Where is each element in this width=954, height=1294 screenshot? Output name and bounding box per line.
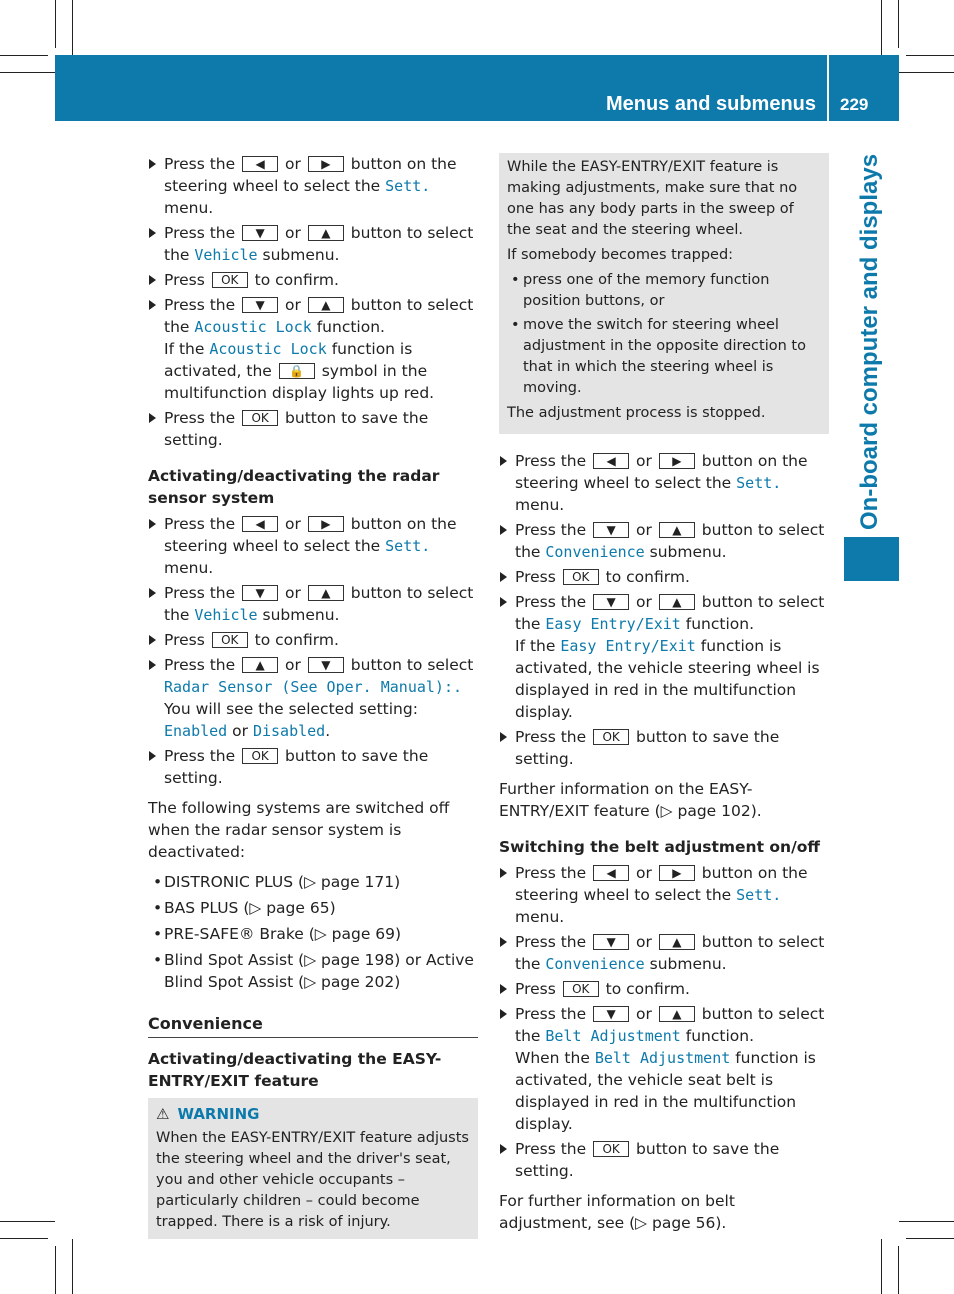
right-arrow-key-icon: ▶: [659, 453, 695, 469]
ok-key-icon: OK: [242, 748, 278, 764]
subsection-heading: Activating/deactivating the EASY-ENTRY/EXIT feature: [148, 1050, 442, 1090]
function-name: Easy Entry/Exit: [545, 615, 681, 633]
step: Press the OK button to save the setting.: [148, 745, 478, 789]
step: Press the ◀ or ▶ button on the steering wheel to select the Sett. menu.: [499, 450, 829, 516]
left-column: [148, 153, 478, 1239]
crop-mark: [899, 72, 954, 73]
down-arrow-key-icon: ▼: [242, 297, 278, 313]
up-arrow-key-icon: ▲: [242, 657, 278, 673]
page-title: Menus and submenus: [605, 93, 816, 115]
paragraph: Further information on the EASY-ENTRY/EXIT feature (▷ page 102).: [499, 780, 762, 820]
down-arrow-key-icon: ▼: [593, 934, 629, 950]
up-arrow-key-icon: ▲: [659, 522, 695, 538]
ok-key-icon: OK: [593, 1141, 629, 1157]
step: Press OK to confirm.: [148, 629, 478, 651]
down-arrow-key-icon: ▼: [308, 657, 344, 673]
crop-mark: [881, 1239, 882, 1294]
crop-mark: [72, 0, 73, 55]
step: Press the ▼ or ▲ button to select the Vehicle submenu.: [148, 222, 478, 266]
info-text: While the EASY-ENTRY/EXIT feature is making adjustments, make sure that no one has any body parts in the sweep of the seat and the steering wheel.: [507, 159, 798, 238]
menu-name: Sett.: [385, 537, 431, 555]
header-separator: [827, 55, 829, 121]
ok-key-icon: OK: [563, 981, 599, 997]
function-name: Belt Adjustment: [594, 1049, 731, 1067]
function-name: Belt Adjustment: [545, 1027, 681, 1045]
crop-mark: [55, 1246, 56, 1294]
up-arrow-key-icon: ▲: [308, 585, 344, 601]
paragraph: For further information on belt adjustment, see (▷ page 56).: [499, 1192, 735, 1232]
crop-mark: [881, 0, 882, 55]
crop-mark: [0, 1221, 55, 1222]
crop-mark: [0, 1238, 48, 1239]
step: Press the ▼ or ▲ button to select the Convenience submenu.: [499, 931, 829, 975]
paragraph: The following systems are switched off when the radar sensor system is deactivated:: [148, 799, 450, 861]
step: Press the ▲ or ▼ button to select Radar Sensor (See Oper. Manual):. You will see the selected setting: Enabled or Disabled.: [148, 654, 478, 742]
down-arrow-key-icon: ▼: [593, 594, 629, 610]
menu-name: Convenience: [545, 955, 645, 973]
step: Press the OK button to save the setting.: [499, 1138, 829, 1182]
up-arrow-key-icon: ▲: [659, 1006, 695, 1022]
warning-title: WARNING: [177, 1105, 260, 1123]
menu-name: Vehicle: [194, 606, 258, 624]
lock-icon: 🔒: [279, 363, 315, 379]
menu-name: Vehicle: [194, 246, 258, 264]
ok-key-icon: OK: [212, 272, 248, 288]
warning-triangle-icon: ⚠: [156, 1105, 170, 1123]
chapter-tab-label: On-board computer and displays: [856, 153, 883, 530]
page-number: 229: [840, 95, 869, 114]
crop-mark: [0, 55, 48, 56]
right-arrow-key-icon: ▶: [308, 516, 344, 532]
section-heading: Convenience: [148, 1013, 478, 1038]
list-item: • press one of the memory function position buttons, or: [507, 270, 821, 312]
crop-mark: [906, 1238, 954, 1239]
crop-mark: [72, 1239, 73, 1294]
down-arrow-key-icon: ▼: [593, 1006, 629, 1022]
list-item: • move the switch for steering wheel adjustment in the opposite direction to that in which the steering wheel is moving.: [507, 315, 821, 399]
up-arrow-key-icon: ▲: [659, 594, 695, 610]
step: Press the ▼ or ▲ button to select the Vehicle submenu.: [148, 582, 478, 626]
chapter-tab-marker: [844, 537, 899, 581]
step: Press OK to confirm.: [499, 978, 829, 1000]
right-column: [499, 153, 829, 1242]
step: Press the ▼ or ▲ button to select the Acoustic Lock function. If the Acoustic Lock function is activated, the 🔒 symbol in the multifunction display lights up red.: [148, 294, 478, 404]
info-text: If somebody becomes trapped:: [507, 247, 734, 263]
step: Press the ◀ or ▶ button on the steering wheel to select the Sett. menu.: [148, 153, 478, 219]
warning-box: [148, 1098, 478, 1239]
down-arrow-key-icon: ▼: [242, 585, 278, 601]
left-arrow-key-icon: ◀: [593, 453, 629, 469]
list-item: • BAS PLUS (▷ page 65): [148, 897, 478, 919]
setting-value: Enabled: [164, 722, 228, 740]
menu-name: Sett.: [385, 177, 431, 195]
function-name: Radar Sensor (See Oper. Manual):.: [164, 678, 463, 696]
function-name: Easy Entry/Exit: [560, 637, 696, 655]
down-arrow-key-icon: ▼: [242, 225, 278, 241]
ok-key-icon: OK: [593, 729, 629, 745]
menu-name: Convenience: [545, 543, 645, 561]
step: Press the ▼ or ▲ button to select the Belt Adjustment function. When the Belt Adjustment function is activated, the vehicle seat belt is displayed in red in the multifunction display.: [499, 1003, 829, 1135]
subsection-heading: Switching the belt adjustment on/off: [499, 838, 820, 856]
function-name: Acoustic Lock: [194, 318, 312, 336]
up-arrow-key-icon: ▲: [308, 297, 344, 313]
crop-mark: [899, 1221, 954, 1222]
right-arrow-key-icon: ▶: [659, 865, 695, 881]
menu-name: Sett.: [736, 474, 782, 492]
setting-value: Disabled: [252, 722, 326, 740]
ok-key-icon: OK: [212, 632, 248, 648]
step: Press the ◀ or ▶ button on the steering wheel to select the Sett. menu.: [148, 513, 478, 579]
left-arrow-key-icon: ◀: [593, 865, 629, 881]
crop-mark: [898, 1246, 899, 1294]
crop-mark: [898, 0, 899, 48]
step: Press OK to confirm.: [148, 269, 478, 291]
subsection-heading: Activating/deactivating the radar sensor system: [148, 467, 440, 507]
right-arrow-key-icon: ▶: [308, 156, 344, 172]
step: Press OK to confirm.: [499, 566, 829, 588]
down-arrow-key-icon: ▼: [593, 522, 629, 538]
step: Press the OK button to save the setting.: [148, 407, 478, 451]
ok-key-icon: OK: [563, 569, 599, 585]
step: Press the OK button to save the setting.: [499, 726, 829, 770]
menu-name: Sett.: [736, 886, 782, 904]
warning-text: When the EASY-ENTRY/EXIT feature adjusts the steering wheel and the driver's seat, you and other vehicle occupants – particularly children – could become trapped. There is a risk of injury.: [156, 1130, 469, 1230]
left-arrow-key-icon: ◀: [242, 516, 278, 532]
list-item: • PRE-SAFE® Brake (▷ page 69): [148, 923, 478, 945]
up-arrow-key-icon: ▲: [659, 934, 695, 950]
ok-key-icon: OK: [242, 410, 278, 426]
crop-mark: [0, 72, 55, 73]
list-item: • DISTRONIC PLUS (▷ page 171): [148, 871, 478, 893]
left-arrow-key-icon: ◀: [242, 156, 278, 172]
crop-mark: [906, 55, 954, 56]
info-text: The adjustment process is stopped.: [507, 405, 766, 421]
info-box: [499, 153, 829, 434]
step: Press the ▼ or ▲ button to select the Convenience submenu.: [499, 519, 829, 563]
crop-mark: [55, 0, 56, 48]
step: Press the ▼ or ▲ button to select the Easy Entry/Exit function. If the Easy Entry/Exit function is activated, the vehicle steering wheel is displayed in red in the multifunction display.: [499, 591, 829, 723]
list-item: • Blind Spot Assist (▷ page 198) or Active Blind Spot Assist (▷ page 202): [148, 949, 478, 993]
up-arrow-key-icon: ▲: [308, 225, 344, 241]
step: Press the ◀ or ▶ button on the steering wheel to select the Sett. menu.: [499, 862, 829, 928]
function-name: Acoustic Lock: [209, 340, 327, 358]
